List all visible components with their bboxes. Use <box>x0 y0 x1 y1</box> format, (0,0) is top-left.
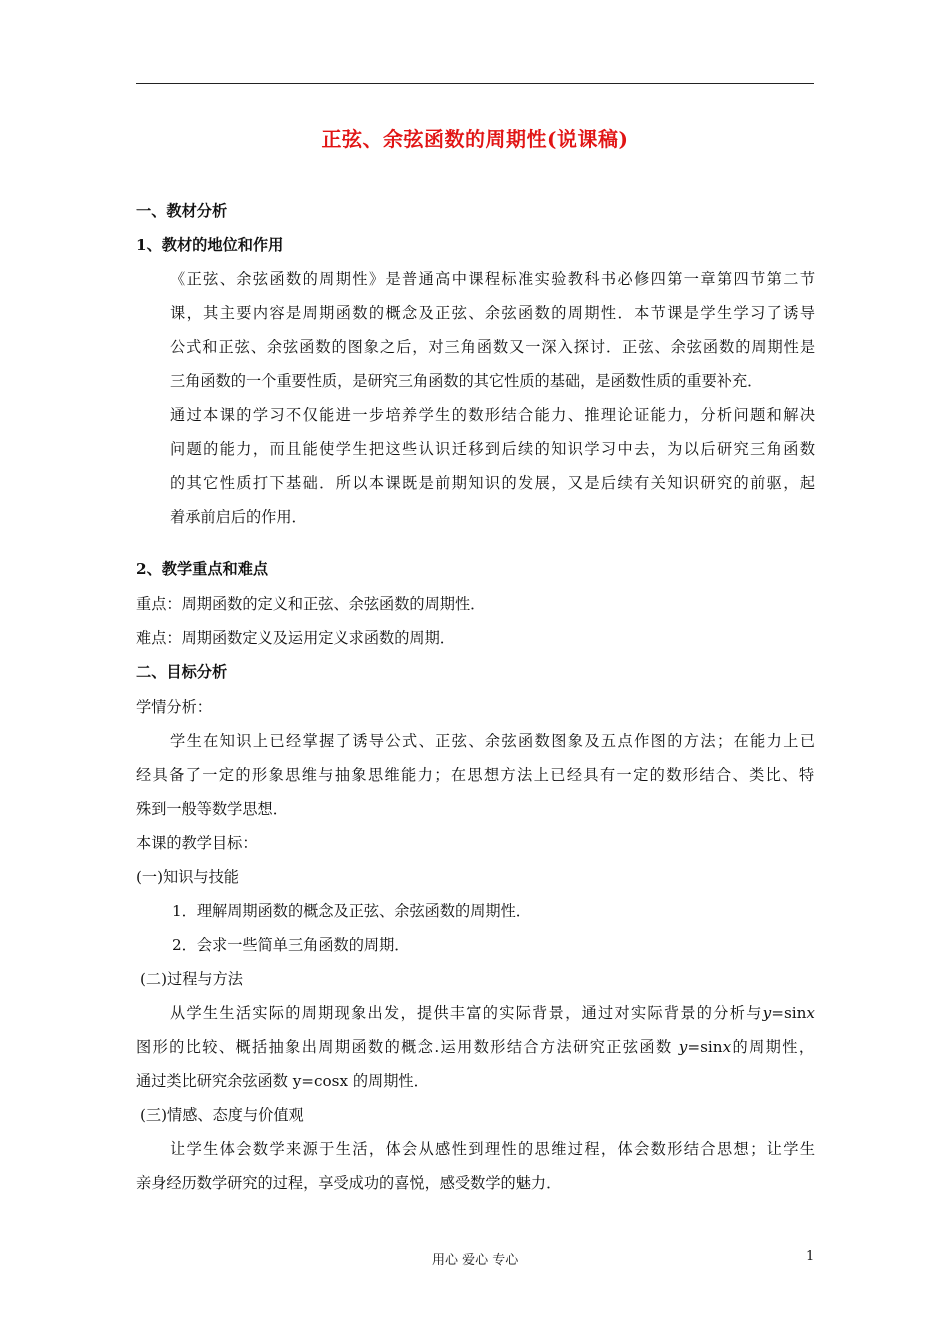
paragraph-text: 的周期性， <box>731 1038 815 1056</box>
formula-var: y <box>762 1004 772 1022</box>
paragraph-line: 公式和正弦、余弦函数的图象之后，对三角函数又一深入探讨．正弦、余弦函数的周期性是 <box>170 338 815 356</box>
page-number: 1 <box>806 1249 815 1264</box>
paragraph-line: 《正弦、余弦函数的周期性》是普通高中课程标准实验教科书必修四第一章第四节第二节 <box>170 270 815 288</box>
paragraph-line: 亲身经历数学研究的过程，享受成功的喜悦，感受数学的魅力． <box>136 1174 562 1192</box>
formula-var: x <box>806 1004 815 1022</box>
paragraph-line <box>170 1002 815 1023</box>
formula-text: =sin <box>771 1004 807 1022</box>
paragraph-line: 三角函数的一个重要性质，是研究三角函数的其它性质的基础，是函数性质的重要补充． <box>170 372 763 390</box>
paragraph-line: 殊到一般等数学思想． <box>136 800 288 818</box>
section-1-heading: 一、教材分析 <box>136 202 228 220</box>
paragraph-line: 通过本课的学习不仅能进一步培养学生的数形结合能力、推理论证能力，分析问题和解决 <box>170 406 815 424</box>
section-2-heading: 二、目标分析 <box>136 663 228 681</box>
footer-text: 用心 爱心 专心 <box>432 1253 519 1268</box>
formula-var: x <box>722 1038 732 1056</box>
paragraph-text: 从学生生活实际的周期现象出发，提供丰富的实际背景，通过对实际背景的分析与 <box>170 1004 763 1022</box>
goal-1-heading: (一)知识与技能 <box>136 868 239 886</box>
goal-1-item: 1．理解周期函数的概念及正弦、余弦函数的周期性． <box>172 902 531 920</box>
subsection-1-1-heading: 1、教材的地位和作用 <box>136 236 284 254</box>
goal-3-heading: (三)情感、态度与价值观 <box>140 1106 304 1124</box>
learner-analysis-label: 学情分析： <box>136 698 212 716</box>
goal-1-item: 2．会求一些简单三角函数的周期． <box>172 936 410 954</box>
paragraph-line: 课，其主要内容是周期函数的概念及正弦、余弦函数的周期性．本节课是学生学习了诱导 <box>170 304 815 322</box>
header-rule <box>136 83 814 84</box>
difficult-point: 难点：周期函数定义及运用定义求函数的周期． <box>136 629 455 647</box>
paragraph-line: 学生在知识上已经掌握了诱导公式、正弦、余弦函数图象及五点作图的方法；在能力上已 <box>170 732 815 750</box>
paragraph-line: 让学生体会数学来源于生活，体会从感性到理性的思维过程，体会数形结合思想；让学生 <box>170 1140 815 1158</box>
document-title: 正弦、余弦函数的周期性(说课稿) <box>321 127 629 151</box>
paragraph-line: 问题的能力，而且能使学生把这些认识迁移到后续的知识学习中去，为以后研究三角函数 <box>170 440 815 458</box>
formula-var: y <box>678 1038 688 1056</box>
paragraph-line: 着承前启后的作用． <box>170 508 307 526</box>
formula-text: =sin <box>687 1038 723 1056</box>
key-point: 重点：周期函数的定义和正弦、余弦函数的周期性． <box>136 595 486 613</box>
paragraph-line: 通过类比研究余弦函数 y=cosx 的周期性． <box>136 1072 429 1090</box>
subsection-1-2-heading: 2、教学重点和难点 <box>136 560 269 578</box>
paragraph-line <box>136 1036 814 1057</box>
paragraph-line: 经具备了一定的形象思维与抽象思维能力；在思想方法上已经具有一定的数形结合、类比、特 <box>136 766 814 784</box>
paragraph-text: 图形的比较、概括抽象出周期函数的概念.运用数形结合方法研究正弦函数 <box>136 1038 673 1056</box>
goal-2-heading: (二)过程与方法 <box>140 970 243 988</box>
paragraph-line: 的其它性质打下基础．所以本课既是前期知识的发展，又是后续有关知识研究的前驱，起 <box>170 474 815 492</box>
teaching-goals-label: 本课的教学目标： <box>136 834 258 852</box>
